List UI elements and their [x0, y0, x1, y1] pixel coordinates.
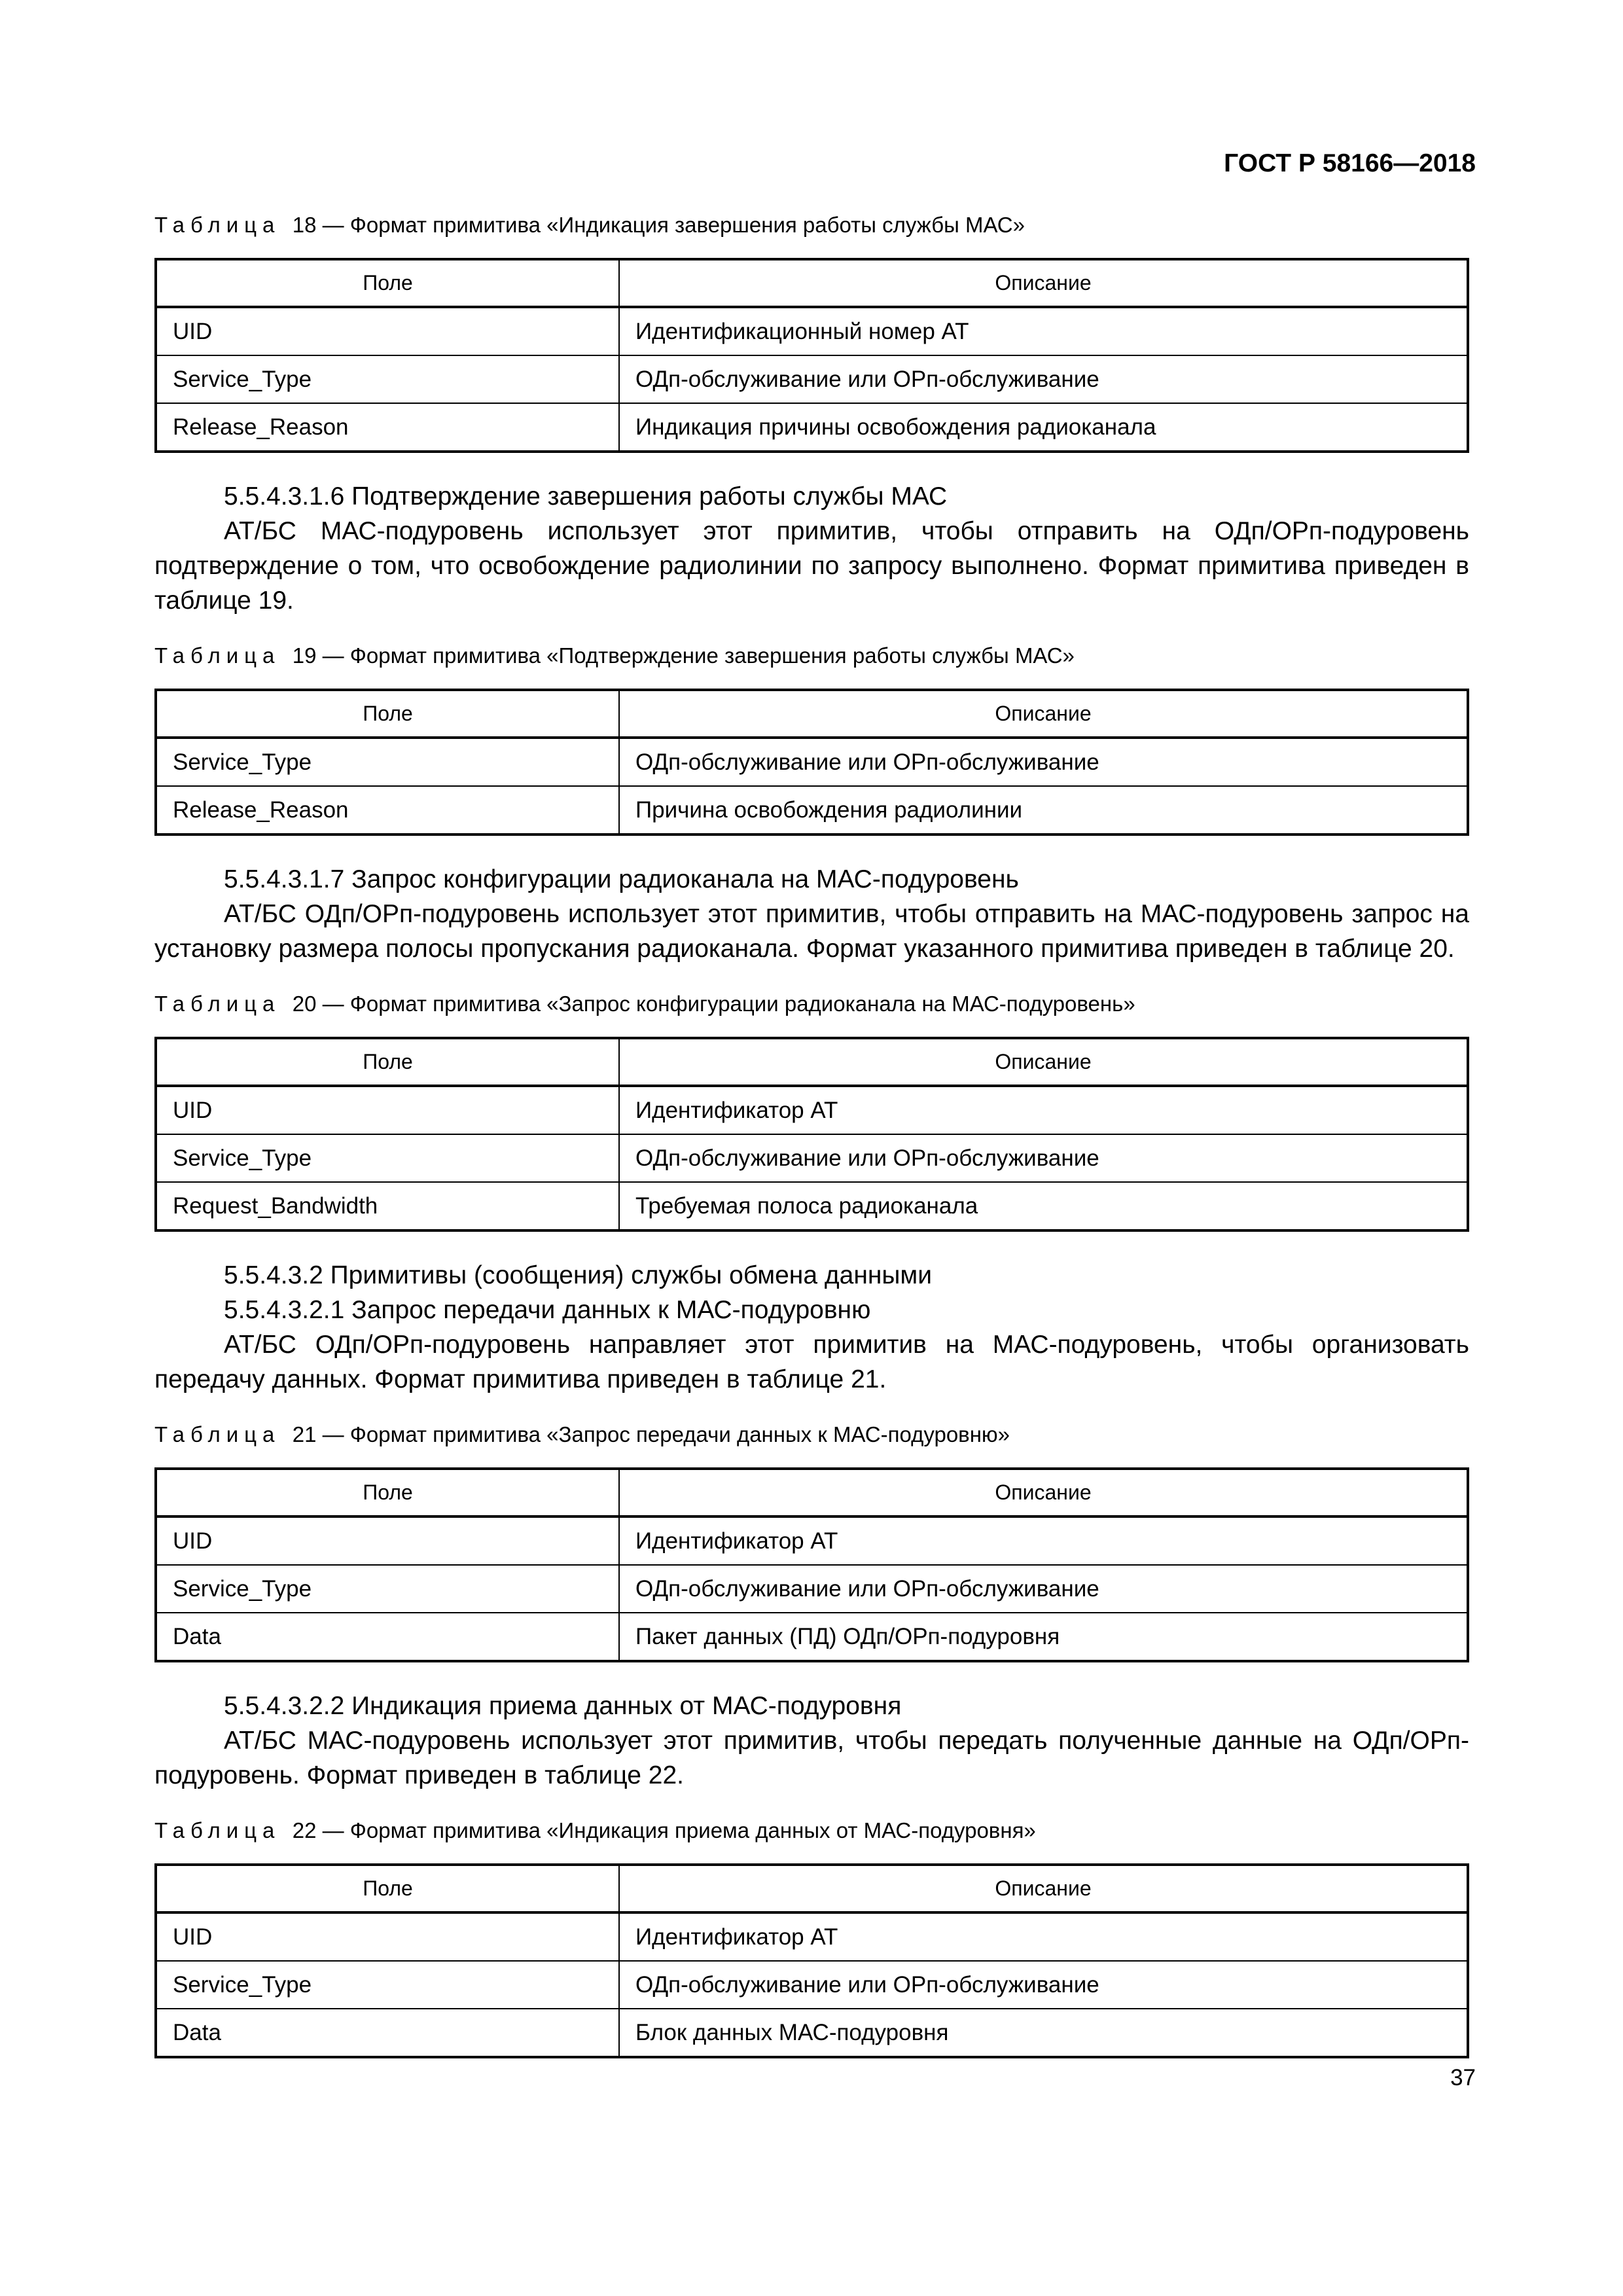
column-header-description: Описание [619, 1469, 1468, 1516]
field-cell: UID [156, 1086, 619, 1134]
column-header-field: Поле [156, 1865, 619, 1912]
table-header-row [156, 1865, 1468, 1912]
table-label: Таблица [154, 1818, 281, 1842]
table-header-row [156, 1469, 1468, 1516]
table-label: Таблица [154, 992, 281, 1016]
field-cell: Service_Type [156, 1134, 619, 1182]
field-cell: Release_Reason [156, 786, 619, 834]
section-heading: 5.5.4.3.2 Примитивы (сообщения) службы обмена данными [224, 1261, 933, 1289]
description-cell: Идентификатор АТ [619, 1516, 1468, 1565]
table-21 [154, 1467, 1469, 1662]
table-caption [154, 990, 1469, 1018]
table-row [156, 738, 1468, 786]
subsection-heading: 5.5.4.3.2.1 Запрос передачи данных к МАС-подуровню [224, 1296, 871, 1324]
table-header-row [156, 1038, 1468, 1086]
table-caption-text: 19 — Формат примитива «Подтверждение завершения работы службы МАС» [292, 643, 1075, 668]
description-cell: Пакет данных (ПД) ОДп/ОРп-подуровня [619, 1613, 1468, 1661]
table-row [156, 1086, 1468, 1134]
table-caption [154, 1816, 1469, 1845]
table-caption-text: 22 — Формат примитива «Индикация приема данных от МАС-подуровня» [292, 1818, 1036, 1842]
table-row [156, 355, 1468, 403]
description-cell: ОДп-обслуживание или ОРп-обслуживание [619, 1565, 1468, 1613]
table-row [156, 1565, 1468, 1613]
field-cell: Service_Type [156, 1565, 619, 1613]
field-cell: Service_Type [156, 738, 619, 786]
column-header-field: Поле [156, 1469, 619, 1516]
table-header-row [156, 259, 1468, 307]
table-row [156, 1182, 1468, 1230]
column-header-field: Поле [156, 690, 619, 738]
column-header-description: Описание [619, 259, 1468, 307]
table-caption [154, 641, 1469, 670]
table-caption [154, 211, 1469, 240]
section-heading: 5.5.4.3.1.7 Запрос конфигурации радиоканала на МАС-подуровень [224, 865, 1019, 893]
section-paragraph: АТ/БС ОДп/ОРп-подуровень направляет этот примитив на МАС-подуровень, чтобы организовать передачу данных. Формат примитива приведен в таблице 21. [154, 1331, 1469, 1393]
description-cell: Причина освобождения радиолинии [619, 786, 1468, 834]
table-row [156, 2009, 1468, 2057]
description-cell: Требуемая полоса радиоканала [619, 1182, 1468, 1230]
description-cell: Идентификатор АТ [619, 1912, 1468, 1961]
table-row [156, 786, 1468, 834]
table-row [156, 1134, 1468, 1182]
table-label: Таблица [154, 643, 281, 668]
column-header-field: Поле [156, 259, 619, 307]
description-cell: ОДп-обслуживание или ОРп-обслуживание [619, 1961, 1468, 2009]
table-header-row [156, 690, 1468, 738]
page-number: 37 [1450, 2065, 1476, 2090]
table-caption-text: 18 — Формат примитива «Индикация завершения работы службы МАС» [292, 213, 1025, 237]
field-cell: Service_Type [156, 355, 619, 403]
table-19 [154, 689, 1469, 836]
description-cell: ОДп-обслуживание или ОРп-обслуживание [619, 355, 1468, 403]
table-row [156, 1961, 1468, 2009]
description-cell: Индикация причины освобождения радиоканала [619, 403, 1468, 452]
field-cell: Release_Reason [156, 403, 619, 452]
description-cell: Идентификатор АТ [619, 1086, 1468, 1134]
field-cell: UID [156, 1516, 619, 1565]
table-18 [154, 258, 1469, 453]
table-label: Таблица [154, 1422, 281, 1446]
field-cell: Request_Bandwidth [156, 1182, 619, 1230]
table-row [156, 307, 1468, 355]
column-header-description: Описание [619, 690, 1468, 738]
section-heading: 5.5.4.3.1.6 Подтверждение завершения работы службы МАС [224, 482, 948, 511]
table-row [156, 403, 1468, 452]
table-row [156, 1516, 1468, 1565]
description-cell: ОДп-обслуживание или ОРп-обслуживание [619, 738, 1468, 786]
column-header-field: Поле [156, 1038, 619, 1086]
table-caption-text: 21 — Формат примитива «Запрос передачи данных к МАС-подуровню» [292, 1422, 1010, 1446]
field-cell: UID [156, 1912, 619, 1961]
section-paragraph: АТ/БС МАС-подуровень использует этот примитив, чтобы отправить на ОДп/ОРп-подуровень подтверждение о том, что освобождение радиолинии по запросу выполнено. Формат примитива приведен в таблице 19. [154, 517, 1469, 615]
description-cell: Идентификационный номер АТ [619, 307, 1468, 355]
table-20 [154, 1037, 1469, 1232]
page-content [154, 211, 1469, 2058]
section-paragraph: АТ/БС ОДп/ОРп-подуровень использует этот примитив, чтобы отправить на МАС-подуровень запрос на установку размера полосы пропускания радиоканала. Формат указанного примитива приведен в таблице 20. [154, 900, 1469, 963]
section-heading: 5.5.4.3.2.2 Индикация приема данных от МАС-подуровня [224, 1692, 902, 1720]
table-label: Таблица [154, 213, 281, 237]
field-cell: Data [156, 1613, 619, 1661]
description-cell: Блок данных МАС-подуровня [619, 2009, 1468, 2057]
section-paragraph: АТ/БС МАС-подуровень использует этот примитив, чтобы передать полученные данные на ОДп/ОРп-подуровень. Формат приведен в таблице 22. [154, 1727, 1469, 1789]
table-22 [154, 1863, 1469, 2058]
description-cell: ОДп-обслуживание или ОРп-обслуживание [619, 1134, 1468, 1182]
document-standard-header: ГОСТ Р 58166—2018 [1224, 149, 1476, 177]
table-caption [154, 1420, 1469, 1449]
field-cell: Service_Type [156, 1961, 619, 2009]
table-caption-text: 20 — Формат примитива «Запрос конфигурации радиоканала на МАС-подуровень» [292, 992, 1135, 1016]
column-header-description: Описание [619, 1038, 1468, 1086]
column-header-description: Описание [619, 1865, 1468, 1912]
table-row [156, 1613, 1468, 1661]
field-cell: Data [156, 2009, 619, 2057]
table-row [156, 1912, 1468, 1961]
field-cell: UID [156, 307, 619, 355]
